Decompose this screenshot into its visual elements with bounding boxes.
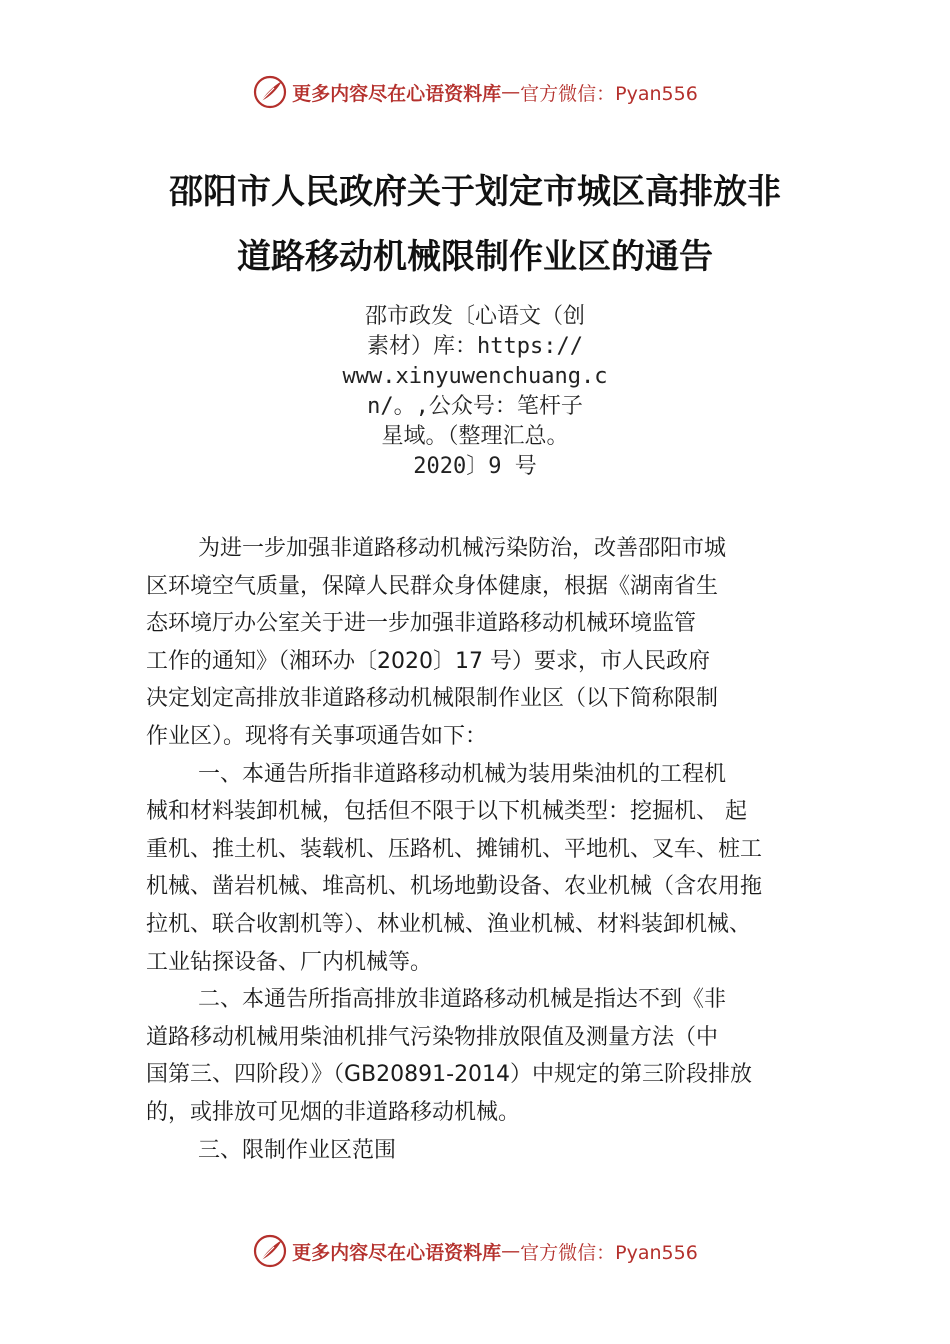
body-line: 拉机、联合收割机等）、林业机械、渔业机械、材料装卸机械、: [146, 911, 752, 937]
document-number-line: 邵市政发〔心语文（创: [364, 304, 585, 329]
banner-wechat: 官方微信：Pyan556: [520, 1241, 698, 1264]
document-number: [310, 302, 640, 482]
body-line: 作业区）。现将有关事项通告如下：: [146, 723, 488, 749]
body-line: 二、本通告所指高排放非道路移动机械是指达不到《非: [198, 987, 727, 1013]
footer-banner: [0, 1231, 950, 1271]
header-banner: [0, 72, 950, 112]
document-number-line: 星域。（整理汇总。: [381, 424, 569, 449]
banner-wechat: 官方微信：Pyan556: [520, 82, 698, 105]
document-number-line: 2020〕9 号: [413, 454, 537, 479]
banner-separator: —: [501, 81, 521, 103]
document-title-line-2: 道路移动机械限制作业区的通告: [237, 237, 713, 277]
body-line: 重机、推土机、装载机、压路机、摊铺机、平地机、叉车、桩工: [146, 836, 763, 862]
body-line: 机械、凿岩机械、堆高机、机场地勤设备、农业机械（含农用拖: [146, 874, 763, 900]
body-line: 决定划定高排放非道路移动机械限制作业区（以下简称限制: [146, 686, 719, 712]
body-line: 工业钻探设备、厂内机械等。: [146, 949, 433, 975]
quill-circle-logo-icon: [252, 74, 288, 110]
document-title-line-1: 邵阳市人民政府关于划定市城区高排放非: [169, 172, 781, 212]
quill-circle-logo-icon: [252, 1233, 288, 1269]
body-line: 为进一步加强非道路移动机械污染防治，改善邵阳市城: [198, 536, 727, 561]
body-line: 区环境空气质量，保障人民群众身体健康，根据《湖南省生: [146, 573, 719, 599]
body-line: 工作的通知》（湘环办〔2020〕17 号）要求，市人民政府: [146, 648, 710, 674]
document-number-line: 素材）库：https://: [367, 334, 583, 359]
body-line: 三、限制作业区范围: [198, 1137, 397, 1163]
document-number-line: www.xinyuwenchuang.c: [342, 364, 608, 389]
body-line: 一、本通告所指非道路移动机械为装用柴油机的工程机: [198, 761, 727, 787]
body-line: 态环境厅办公室关于进一步加强非道路移动机械环境监管: [146, 611, 697, 637]
banner-text: 更多内容尽在心语资料库: [292, 1241, 502, 1264]
body-line: 国第三、四阶段）》（GB20891-2014）中规定的第三阶段排放: [146, 1062, 753, 1088]
banner-separator: —: [501, 1240, 521, 1262]
body-line: 的，或排放可见烟的非道路移动机械。: [146, 1099, 521, 1125]
body-line: 道路移动机械用柴油机排气污染物排放限值及测量方法（中: [146, 1024, 719, 1050]
document-number-line: n/。,公众号：笔杆子: [367, 394, 583, 419]
body-text: [146, 530, 836, 1169]
body-line: 械和材料装卸机械，包括但不限于以下机械类型：挖掘机、 起: [146, 799, 747, 825]
banner-text: 更多内容尽在心语资料库: [292, 82, 502, 105]
